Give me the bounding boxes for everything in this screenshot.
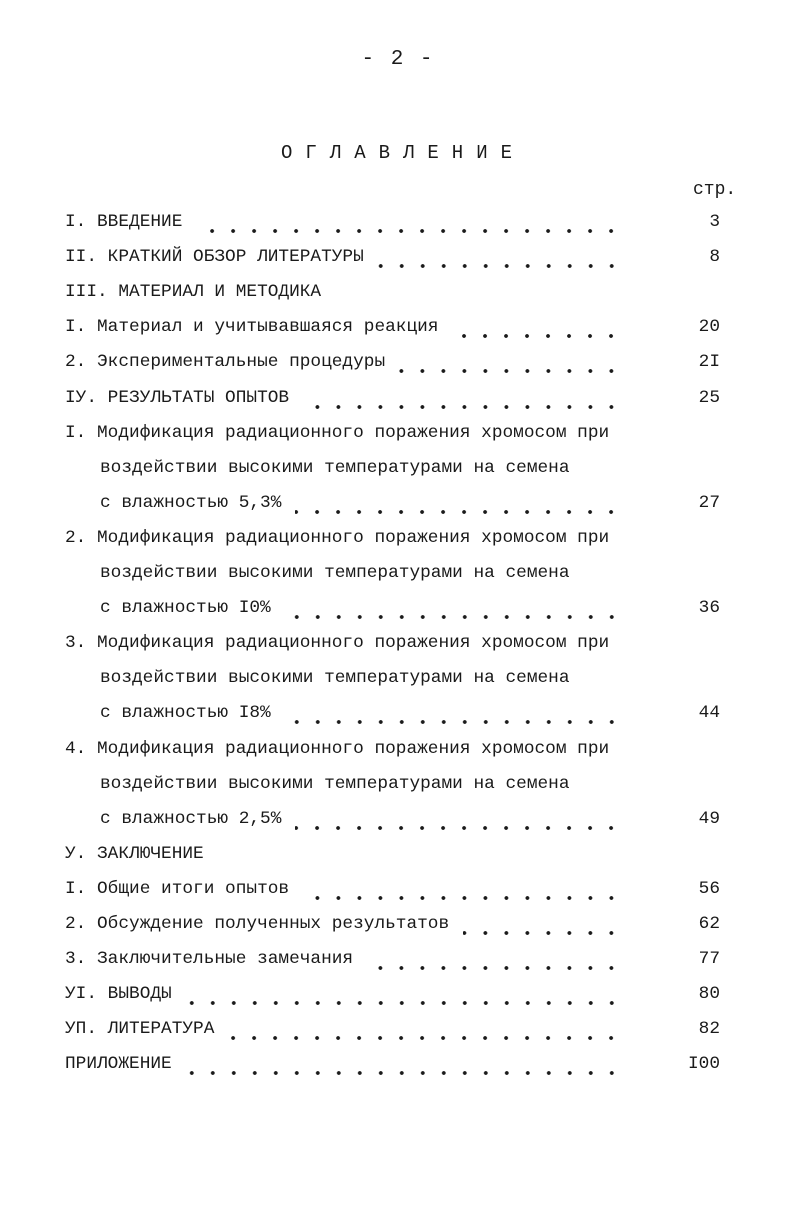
toc-entry-page: 36 [698, 598, 720, 619]
toc-entry-label: с влажностью 2,5% [100, 808, 282, 829]
toc-entry-label: воздействии высокими температурами на семена [100, 457, 570, 478]
dot-leader [399, 368, 622, 374]
page-title: ОГЛАВЛЕНИЕ [280, 142, 526, 164]
toc-entry-label: I. Материал и учитывавшаяся реакция [65, 317, 439, 338]
toc-entry [65, 1054, 720, 1082]
toc-entry [65, 528, 720, 556]
toc-entry-label: с влажностью I8% [100, 703, 271, 724]
dot-leader [452, 333, 622, 339]
toc-entry [65, 879, 720, 907]
toc-entry-label: 2. Модификация радиационного поражения хромосом при [65, 527, 610, 548]
dot-leader [303, 895, 622, 901]
toc-entry-label: 2. Обсуждение полученных результатов [65, 914, 450, 934]
dot-leader [285, 719, 622, 725]
toc-entry [65, 703, 720, 731]
toc-entry-page: 3 [709, 212, 720, 232]
toc-entry-label: У. ЗАКЛЮЧЕНИЕ [65, 843, 204, 864]
toc-entry [65, 388, 720, 416]
toc-entry-page: I00 [687, 1054, 720, 1075]
dot-leader [378, 263, 622, 269]
toc-entry [65, 844, 720, 872]
toc-entry-label: 2. Экспериментальные процедуры [65, 352, 386, 373]
toc-entry-page: 25 [698, 387, 720, 408]
toc-entry-label: воздействии высокими температурами на семена [100, 668, 570, 689]
toc-entry-label: III. МАТЕРИАЛ И МЕТОДИКА [65, 282, 322, 303]
toc-entry-label: УП. ЛИТЕРАТУРА [65, 1019, 215, 1040]
toc-entry [65, 949, 720, 977]
toc-entry-page: 20 [698, 317, 720, 338]
toc-entry [65, 633, 720, 661]
dot-leader [228, 1035, 622, 1041]
toc-entry [65, 598, 720, 626]
page-column-header: стр. [693, 180, 737, 200]
toc-entry-label: I. Общие итоги опытов [65, 878, 290, 899]
toc-entry-page: 62 [698, 914, 720, 934]
page-number: - 2 - [361, 48, 435, 71]
toc-entry-label: с влажностью I0% [100, 598, 271, 619]
toc-entry-label: 3. Заключительные замечания [65, 949, 354, 970]
toc-entry-label: воздействии высокими температурами на семена [100, 563, 570, 583]
toc-entry-label: ПРИЛОЖЕНИЕ [65, 1054, 172, 1075]
toc-entry [65, 247, 720, 275]
toc-entry [65, 282, 720, 310]
dot-leader [303, 404, 622, 410]
toc-entry [65, 668, 720, 696]
toc-entry [65, 458, 720, 486]
toc-entry [65, 739, 720, 767]
toc-entry-label: IУ. РЕЗУЛЬТАТЫ ОПЫТОВ [65, 387, 290, 408]
toc-entry [65, 563, 720, 591]
toc-entry-label: с влажностью 5,3% [100, 492, 282, 513]
toc-entry-page: 49 [698, 808, 720, 829]
toc-entry-page: 27 [698, 492, 720, 513]
dot-leader [295, 825, 622, 831]
toc-entry [65, 984, 720, 1012]
toc-entry-page: 56 [698, 878, 720, 899]
toc-entry-page: 44 [698, 703, 720, 724]
toc-entry [65, 212, 720, 240]
toc-entry-page: 82 [698, 1019, 720, 1040]
dot-leader [367, 965, 622, 971]
toc-entry [65, 423, 720, 451]
toc-entry-label: I. ВВЕДЕНИЕ [65, 212, 183, 232]
toc-entry [65, 914, 720, 942]
dot-leader [186, 1000, 622, 1006]
toc-entry-page: 80 [698, 984, 720, 1005]
toc-entry-label: воздействии высокими температурами на семена [100, 773, 570, 794]
toc-entry [65, 774, 720, 802]
toc-entry-label: 3. Модификация радиационного поражения хромосом при [65, 633, 610, 654]
dot-leader [463, 930, 622, 936]
dot-leader [186, 1070, 622, 1076]
dot-leader [295, 509, 622, 515]
toc-entry-label: II. КРАТКИЙ ОБЗОР ЛИТЕРАТУРЫ [65, 247, 364, 268]
toc-entry [65, 317, 720, 345]
toc-entry-label: УI. ВЫВОДЫ [65, 984, 172, 1005]
toc-entry-page: 2I [698, 352, 720, 373]
toc-entry [65, 809, 720, 837]
toc-entry-page: 77 [698, 949, 720, 970]
toc-entry-label: 4. Модификация радиационного поражения хромосом при [65, 738, 610, 759]
toc-entry [65, 1019, 720, 1047]
toc-entry [65, 352, 720, 380]
dot-leader [196, 228, 622, 234]
dot-leader [285, 614, 622, 620]
toc-entry-label: I. Модификация радиационного поражения хромосом при [65, 422, 610, 443]
toc-entry-page: 8 [709, 247, 720, 268]
toc-entry [65, 493, 720, 521]
